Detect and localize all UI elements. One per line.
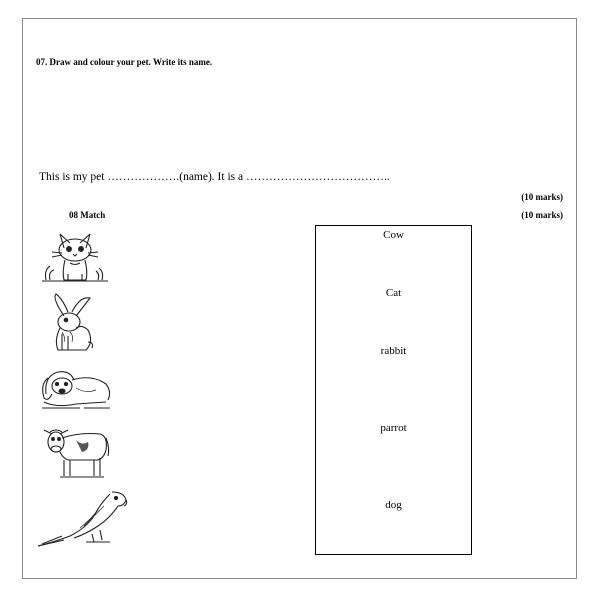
question-8-marks: (10 marks) [521, 210, 563, 220]
parrot-icon [34, 486, 130, 550]
word-cat: Cat [385, 287, 402, 299]
word-cow: Cow [383, 229, 404, 241]
dog-icon [36, 364, 116, 416]
word-dog: dog [385, 499, 402, 511]
word-box [315, 225, 472, 555]
question-7-heading: 07. Draw and colour your pet. Write its name. [36, 57, 213, 67]
word-rabbit: rabbit [380, 345, 407, 357]
pet-sentence: This is my pet ……………….(name). It is a ……………………………….. [39, 171, 390, 183]
rabbit-icon [44, 292, 104, 354]
question-8-heading: 08 Match [69, 210, 106, 220]
cat-icon [38, 226, 112, 286]
word-parrot: parrot [380, 422, 407, 434]
cow-icon [40, 422, 112, 482]
question-7-marks: (10 marks) [521, 192, 563, 202]
